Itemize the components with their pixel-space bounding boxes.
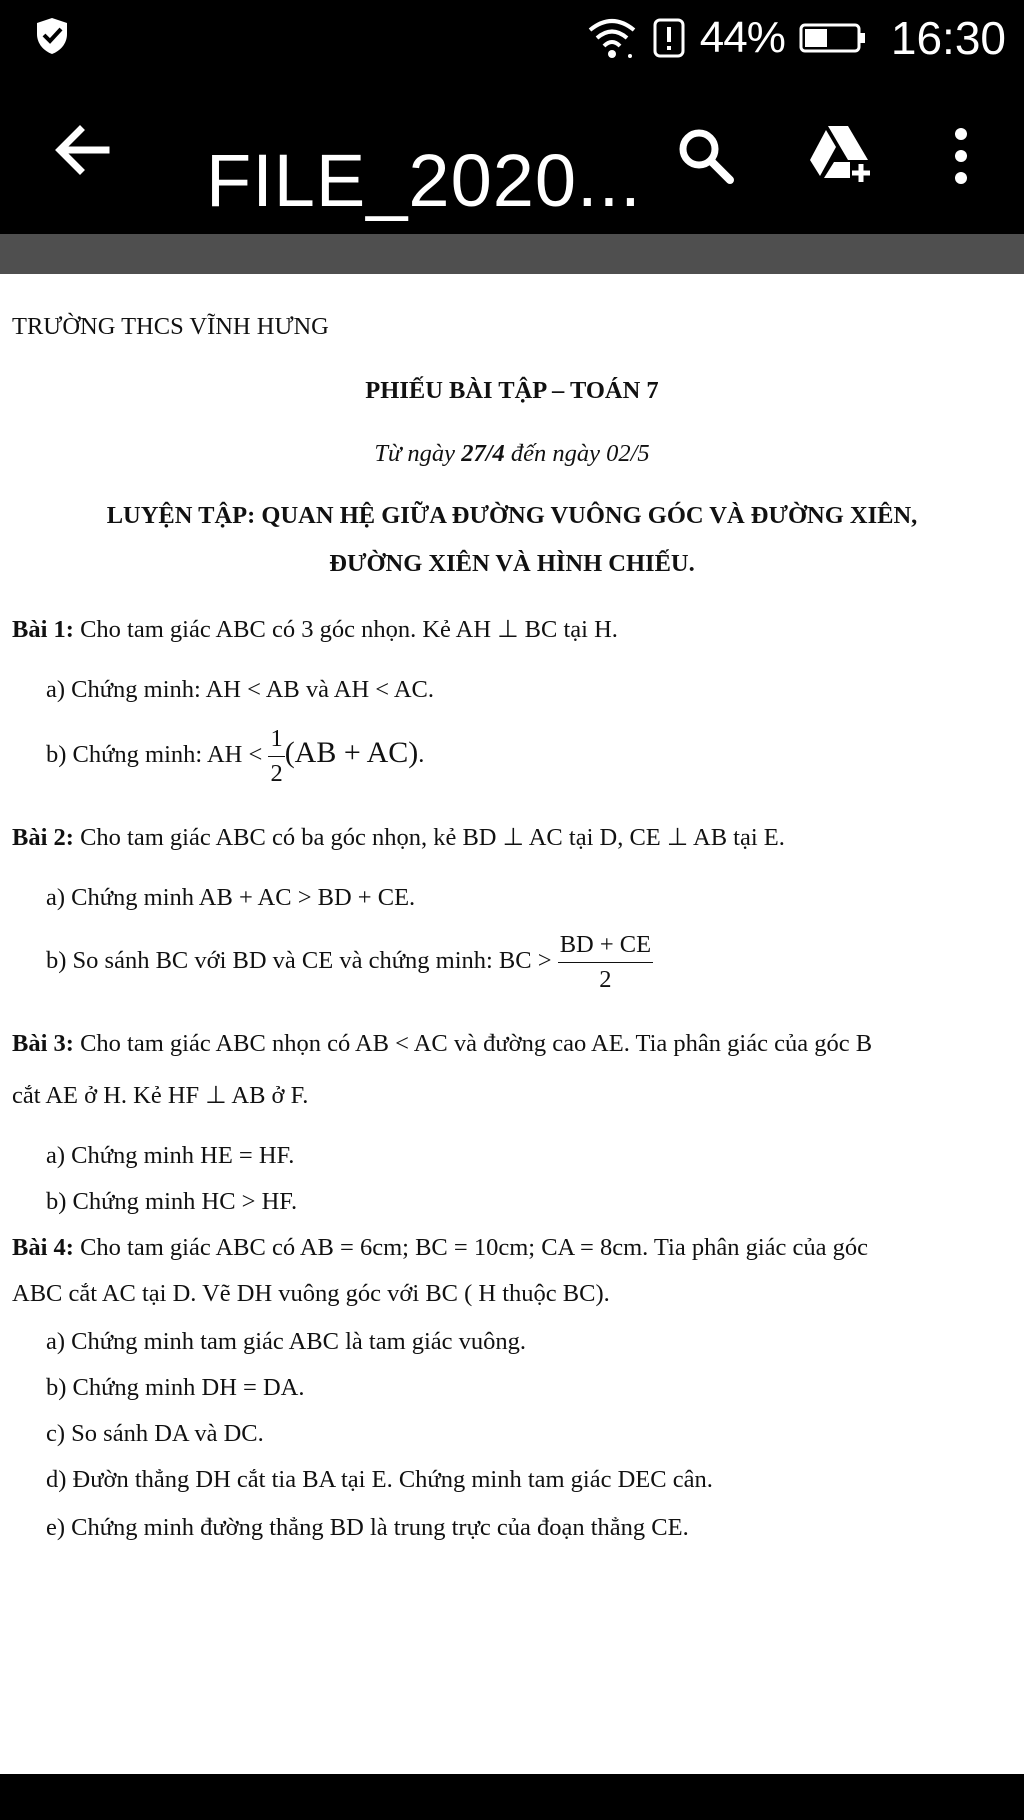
- more-options-icon[interactable]: [946, 124, 976, 188]
- bai2-text: Cho tam giác ABC có ba góc nhọn, kẻ BD ⊥ AC tại D, CE ⊥ AB tại E.: [73, 824, 785, 851]
- status-bar: [0, 0, 1024, 78]
- fraction-numerator: 1: [268, 722, 284, 757]
- clock: 16:30: [890, 12, 1006, 64]
- date-start: 27/4: [461, 440, 505, 467]
- bai1-part-b: [46, 722, 424, 791]
- worksheet-heading: PHIẾU BÀI TẬP – TOÁN 7: [365, 377, 659, 404]
- bai3-statement-line1: [12, 1030, 872, 1058]
- bai4-part-b: b) Chứng minh DH = DA.: [46, 1374, 305, 1401]
- document-title: FILE_2020...: [206, 139, 642, 222]
- add-to-drive-icon[interactable]: [806, 122, 874, 186]
- status-indicators: [586, 8, 1006, 68]
- battery-percent: 44%: [699, 13, 785, 62]
- date-mid: đến ngày: [510, 440, 600, 467]
- bai2-part-a: a) Chứng minh AB + AC > BD + CE.: [46, 884, 416, 911]
- date-range: [0, 440, 1024, 468]
- battery-icon: [799, 21, 867, 55]
- bai3-part-a: a) Chứng minh HE = HF.: [46, 1142, 295, 1169]
- bai1-b-expression: (AB + AC): [284, 736, 419, 770]
- bottom-navigation-bar: [0, 1774, 1024, 1820]
- document-page: [0, 274, 1024, 1774]
- school-name: TRƯỜNG THCS VĨNH HƯNG: [12, 313, 329, 340]
- bai4-part-c: c) So sánh DA và DC.: [46, 1420, 264, 1447]
- fraction-denominator: 2: [599, 966, 612, 993]
- fraction-one-half: [268, 722, 284, 791]
- bai4-text-line2: ABC cắt AC tại D. Vẽ DH vuông góc với BC ( H thuộc BC).: [12, 1280, 610, 1307]
- topic-line-2: ĐƯỜNG XIÊN VÀ HÌNH CHIẾU.: [329, 550, 695, 577]
- bai1-label: Bài 1:: [12, 616, 74, 643]
- bai1-b-prefix: b) Chứng minh: AH <: [46, 741, 269, 769]
- bai4-part-a: a) Chứng minh tam giác ABC là tam giác vuông.: [46, 1328, 527, 1355]
- bai3-part-b: b) Chứng minh HC > HF.: [46, 1188, 298, 1215]
- bai4-part-d: d) Đườn thẳng DH cắt tia BA tại E. Chứng minh tam giác DEC cân.: [46, 1466, 713, 1493]
- bai2-label: Bài 2:: [12, 824, 74, 851]
- bai3-text-line1: Cho tam giác ABC nhọn có AB < AC và đường cao AE. Tia phân giác của góc B: [73, 1030, 873, 1057]
- bai1-part-a: a) Chứng minh: AH < AB và AH < AC.: [46, 676, 435, 703]
- date-end: 02/5: [606, 440, 650, 467]
- fraction-numerator: BD + CE: [558, 928, 653, 963]
- shield-check-icon: [34, 16, 70, 56]
- bai4-label: Bài 4:: [12, 1234, 74, 1261]
- bai4-text-line1: Cho tam giác ABC có AB = 6cm; BC = 10cm; CA = 8cm. Tia phân giác của góc: [73, 1234, 869, 1261]
- bai1-text: Cho tam giác ABC có 3 góc nhọn. Kẻ AH ⊥ BC tại H.: [73, 616, 618, 643]
- bai2-statement: [12, 822, 785, 852]
- app-bar: [0, 78, 1024, 234]
- toolbar-shadow: [0, 234, 1024, 274]
- wifi-icon: [586, 16, 638, 60]
- search-icon[interactable]: [676, 126, 736, 186]
- bai4-part-e: e) Chứng minh đường thẳng BD là trung trực của đoạn thẳng CE.: [46, 1514, 689, 1541]
- bai2-b-prefix: b) So sánh BC với BD và CE và chứng minh: BC >: [46, 947, 558, 975]
- bai1-b-end: .: [418, 741, 425, 769]
- back-arrow-icon[interactable]: [50, 118, 114, 182]
- bai3-label: Bài 3:: [12, 1030, 74, 1057]
- bai4-statement-line1: [12, 1234, 868, 1262]
- bai3-text-line2: cắt AE ở H. Kẻ HF ⊥ AB ở F.: [12, 1082, 309, 1109]
- alert-icon: [652, 17, 686, 59]
- fraction-bd-ce-over-2: [558, 928, 653, 997]
- topic-line-1: LUYỆN TẬP: QUAN HỆ GIỮA ĐƯỜNG VUÔNG GÓC VÀ ĐƯỜNG XIÊN,: [106, 502, 918, 529]
- bai2-part-b: [46, 928, 653, 997]
- fraction-denominator: 2: [270, 760, 283, 787]
- date-prefix: Từ ngày: [374, 440, 456, 467]
- bai1-statement: [12, 614, 618, 644]
